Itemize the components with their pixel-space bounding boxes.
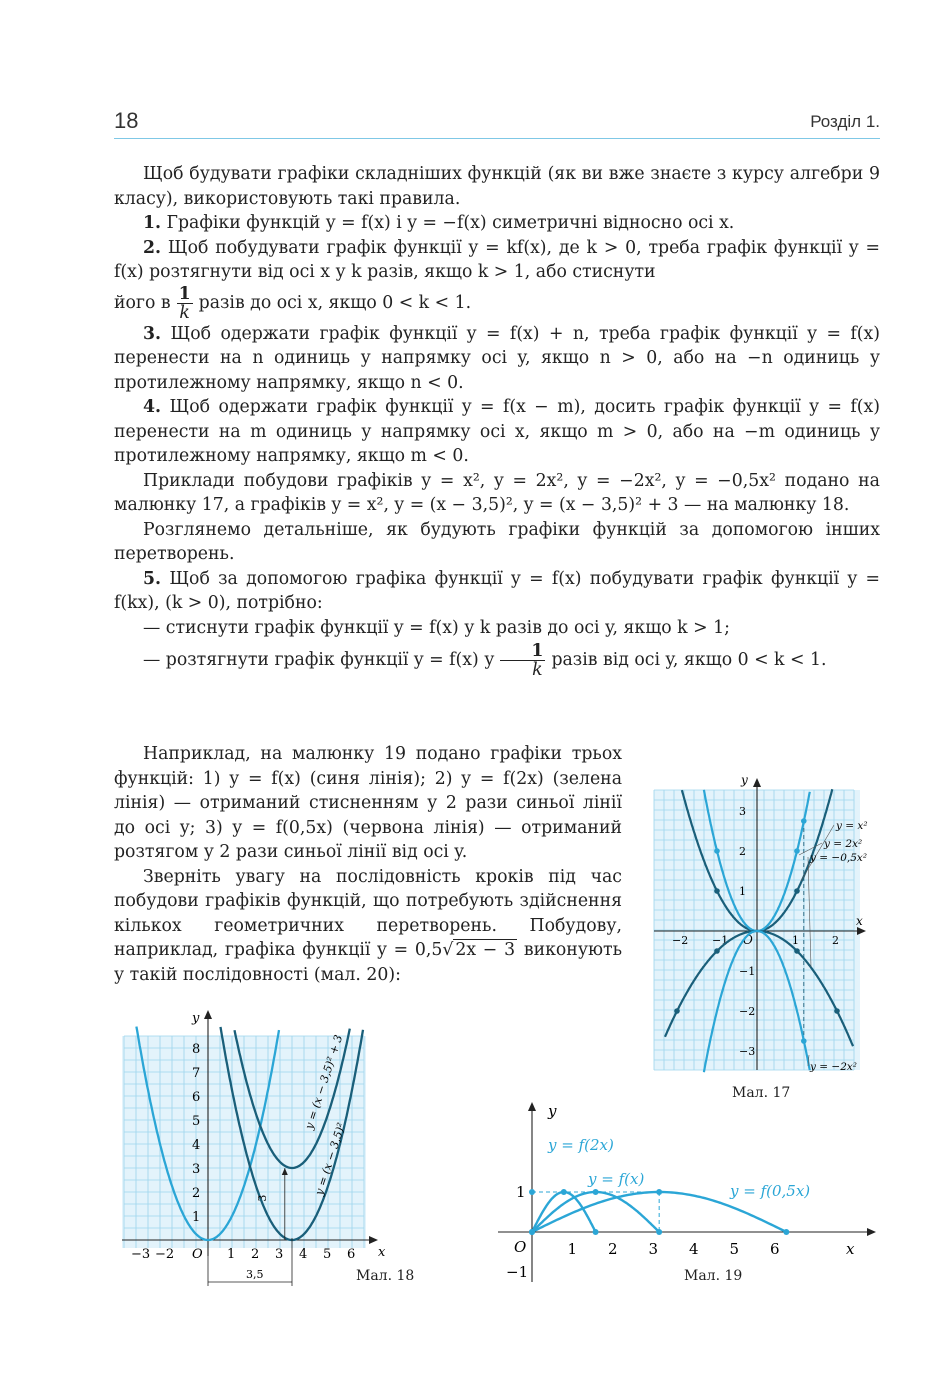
paragraph-intro: Щоб будувати графіки складніших функцій (як ви вже знаєте з курсу алгебри 9 класу), використовують такі правила. [114,164,880,209]
fig18-x-tick-label: −3 [131,1247,151,1262]
main-text [114,162,880,679]
fig17-x-tick-label: −2 [672,934,689,947]
side-text [114,742,622,987]
fraction-numerator-2: 1 [500,642,545,661]
formula-coefficient: y = 0,5 [377,940,443,960]
fig18-y-tick-label: 3 [192,1162,201,1177]
fig17-data-point [714,848,720,854]
fig17-y-tick-label: 3 [739,805,746,818]
fig19-data-point [593,1229,599,1235]
fig17-y-tick-label: −3 [739,1045,756,1058]
fraction-1-over-k [177,285,193,322]
fig18-x-tick-label: 2 [251,1247,260,1262]
rule-2-tail [114,285,880,322]
fig18-y-tick-label: 8 [192,1042,201,1057]
fig17-y-tick-label: 2 [739,845,746,858]
paragraph-attention-b: виконують у такій послідовності (мал. 20): [114,940,622,985]
paragraph-consider: Розглянемо детальніше, як будують графіки функцій за допомогою інших перетворень. [114,519,880,564]
paragraph-attention-a: Зверніть увагу на послідовність кроків під час побудови графіків функцій, що потребують здійснення кількох геометричних перетворень. Побудову, наприклад, графіка функції [114,866,622,960]
fig19-series-label: y = f(x) [588,1170,645,1188]
rule-2-number: 2. [143,237,162,258]
fig17-data-point [801,818,807,824]
fig18-shift-horizontal-label: 3,5 [246,1268,264,1281]
fig17-series-label: y = x² [836,820,868,832]
paragraph-attention [114,865,622,988]
fig19-x-tick-label: 3 [648,1240,659,1258]
fig18-y-axis-arrow [204,1010,212,1019]
fig17-x-tick-label: −1 [712,934,729,947]
rule-3-number: 3. [143,323,162,344]
rule-3 [114,322,880,396]
fig18-y-tick-label: 4 [192,1138,201,1153]
figure-18 [110,1008,440,1293]
page-header [114,104,880,139]
rule-1-text: Графіки функцій y = f(x) і y = −f(x) симетричні відносно осі x. [166,213,735,233]
fig19-x-axis-arrow [867,1228,876,1236]
rule-2-text: Щоб побудувати графік функції y = kf(x), де k > 0, треба графік функції y = f(x) розтягнути від осі x у k разів, якщо k > 1, або стиснути [114,237,880,282]
rule-5-dash-2-a: — розтягнути графік функції y = f(x) у [143,650,495,670]
rule-5-dash-2-b: разів від осі y, якщо 0 < k < 1. [551,650,827,670]
paragraph-examples: Приклади побудови графіків y = x², y = 2x², y = −2x², y = −0,5x² подано на малюнку 17, а графіків y = x², y = (x − 3,5)², y = (x − 3,5)² + 3 — на малюнку 18. [114,470,880,515]
sqrt-sign: √ [442,940,454,960]
rule-3-text: Щоб одержати графік функції y = f(x) + n, треба графік функції y = f(x) перенести на n одиниць у напрямку осі y, якщо n > 0, або на −n одиниць у протилежному напрямку, якщо n < 0. [114,323,880,393]
fig19-data-point [656,1229,662,1235]
section-title: Розділ 1. [810,112,880,131]
fig19-x-tick-label: 4 [689,1240,699,1258]
figure-17 [640,770,880,1105]
rule-1 [114,211,880,236]
fig18-y-tick-label: 1 [192,1210,201,1225]
rule-4 [114,395,880,469]
fig17-caption: Мал. 17 [732,1085,791,1101]
fig19-data-point [529,1189,535,1195]
formula [377,939,517,960]
fraction-1-over-k-2 [500,642,545,679]
fig17-data-point [674,1008,680,1014]
fig17-data-point [794,948,800,954]
rule-4-number: 4. [143,397,162,417]
fig19-x-tick-label: 1 [567,1240,578,1258]
fig17-data-point [834,1008,840,1014]
fig19-data-point [593,1189,599,1195]
fig19-y-axis-label: y [548,1102,557,1120]
fraction-denominator-2: k [532,660,543,680]
fig19-x-tick-label: 2 [608,1240,618,1258]
fig18-x-tick-label: 3 [275,1247,284,1262]
figure-19 [490,1098,890,1288]
fig17-series-label: y = −0,5x² [810,852,868,864]
fig17-origin-label: O [743,933,753,947]
fig18-caption: Мал. 18 [356,1268,415,1284]
rule-2-tail-b: разів до осі x, якщо 0 < k < 1. [198,292,472,313]
fig18-x-tick-label: 1 [227,1247,236,1262]
fig17-series-label: y = 2x² [824,838,863,850]
fig19-data-point [783,1229,789,1235]
fig19-y-axis-arrow [528,1102,536,1111]
fig18-y-tick-label: 6 [192,1090,201,1105]
fig17-y-tick-label: 1 [739,885,746,898]
fig18-origin-label: O [192,1247,203,1262]
fig18-series-label: y = (x − 3,5)² + 3 [302,1033,346,1131]
rule-2 [114,236,880,285]
fig18-series-label: y = (x − 3,5)² [312,1121,349,1197]
fig19-series-label: y = f(2x) [548,1136,614,1154]
fig17-data-point [794,848,800,854]
fig18-x-tick-label: −2 [155,1247,175,1262]
fig17-data-point [794,888,800,894]
fig17-data-point [801,1038,807,1044]
fig19-x-tick-label: 6 [770,1240,780,1258]
fraction-numerator: 1 [178,283,191,304]
fig17-data-point [714,948,720,954]
rule-2-tail-a: його в [114,292,171,313]
paragraph-example-19: Наприклад, на малюнку 19 подано графіки трьох функцій: 1) y = f(x) (синя лінія); 2) y = f(2x) (зелена лінія) — отриманий стисненням у 2 рази синьої лінії до осі y; 3) y = f(0,5x) (червона лінія) — отриманий розтягом у 2 рази синьої лінії від осі y. [114,744,622,862]
fig19-data-point [529,1229,535,1235]
fig17-x-tick-label: 2 [832,934,839,947]
fig18-y-tick-label: 5 [192,1114,201,1129]
fig19-caption: Мал. 19 [684,1268,743,1284]
rule-1-number: 1. [143,213,162,233]
fig18-x-axis-arrow [369,1236,378,1244]
rule-4-text: Щоб одержати графік функції y = f(x − m), досить графік функції y = f(x) перенести на m одиниць у напрямку осі x, якщо m > 0, або на −m одиниць у протилежному напрямку, якщо m < 0. [114,397,881,466]
fig19-y-tick-label: 1 [516,1183,526,1201]
rule-5 [114,567,880,616]
rule-5-number: 5. [143,568,162,589]
fig19-y-tick-label: −1 [506,1263,529,1281]
rule-5-dash-1: — стиснути графік функції y = f(x) у k разів до осі y, якщо k > 1; [143,617,730,638]
fig18-x-tick-label: 5 [323,1247,332,1262]
fig17-x-axis-label: x [856,914,863,928]
fig17-x-axis-arrow [857,927,866,935]
fig18-y-axis-label: y [192,1011,200,1026]
fig17-x-tick-label: 1 [792,934,799,947]
fig17-y-axis-arrow [753,778,761,787]
fig17-y-axis-label: y [741,773,748,787]
formula-radicand: 2x − 3 [455,940,516,960]
fig19-series-label: y = f(0,5x) [730,1182,811,1200]
rule-5-text: Щоб за допомогою графіка функції y = f(x) побудувати графік функції y = f(kx), (k > 0), потрібно: [114,568,880,613]
fig18-y-tick-label: 7 [192,1066,201,1081]
fraction-denominator: k [179,302,190,323]
fig19-data-point [656,1189,662,1195]
fig18-x-tick-label: 4 [299,1247,308,1262]
fig17-series-label: y = −2x² [810,1061,858,1073]
fig19-origin-label: O [514,1238,527,1256]
fig18-y-tick-label: 2 [192,1186,201,1201]
rule-5-dash-2 [114,642,880,679]
fig17-data-point [714,888,720,894]
fig19-data-point [561,1189,567,1195]
fig17-y-tick-label: −1 [739,965,756,978]
fig18-x-tick-label: 6 [347,1247,356,1262]
page-number: 18 [114,108,139,133]
fig19-x-tick-label: 5 [729,1240,740,1258]
fig18-x-axis-label: x [378,1245,386,1260]
fig17-y-tick-label: −2 [739,1005,756,1018]
fig19-x-axis-label: x [846,1240,855,1258]
fig18-shift-vertical-label: 3 [256,1194,269,1202]
